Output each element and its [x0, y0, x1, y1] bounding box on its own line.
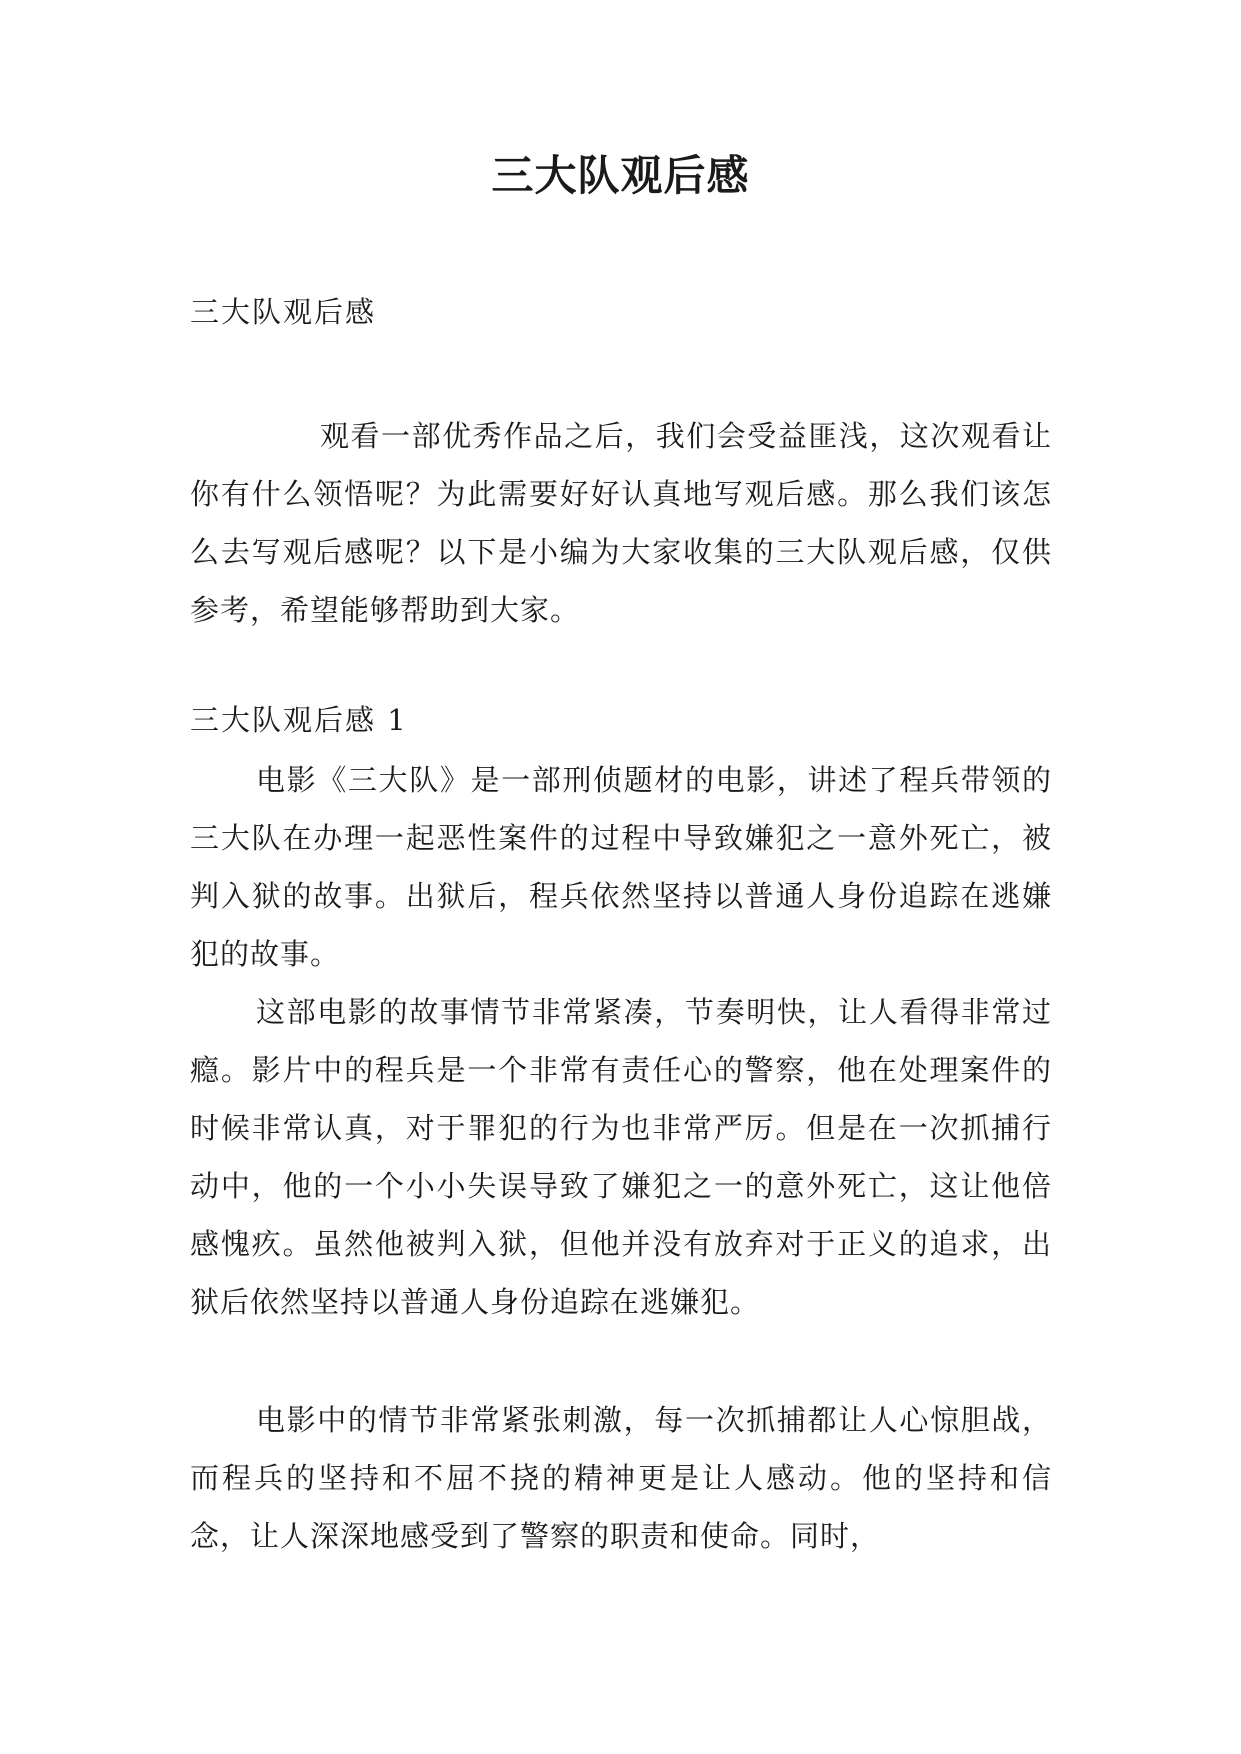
document-subtitle: 三大队观后感: [190, 295, 377, 329]
body-paragraph: 这部电影的故事情节非常紧凑，节奏明快，让人看得非常过瘾。影片中的程兵是一个非常有责任心的警察，他在处理案件的时候非常认真，对于罪犯的行为也非常严厉。但是在一次抓捕行动中，他的一个小小失误导致了嫌犯之一的意外死亡，这让他倍感愧疚。虽然他被判入狱，但他并没有放弃对于正义的追求，出狱后依然坚持以普通人身份追踪在逃嫌犯。: [190, 995, 1052, 1319]
body-paragraph: 电影《三大队》是一部刑侦题材的电影，讲述了程兵带领的三大队在办理一起恶性案件的过程中导致嫌犯之一意外死亡，被判入狱的故事。出狱后，程兵依然坚持以普通人身份追踪在逃嫌犯的故事。: [190, 763, 1052, 971]
body-paragraph: 电影中的情节非常紧张刺激，每一次抓捕都让人心惊胆战，而程兵的坚持和不屈不挠的精神更是让人感动。他的坚持和信念，让人深深地感受到了警察的职责和使命。同时，: [190, 1403, 1052, 1553]
section-heading: 三大队观后感 1: [190, 703, 408, 737]
intro-paragraph: 观看一部优秀作品之后，我们会受益匪浅，这次观看让你有什么领悟呢？为此需要好好认真地写观后感。那么我们该怎么去写观后感呢？以下是小编为大家收集的三大队观后感，仅供参考，希望能够帮助到大家。: [190, 419, 1052, 627]
document-title: 三大队观后感: [491, 151, 750, 200]
